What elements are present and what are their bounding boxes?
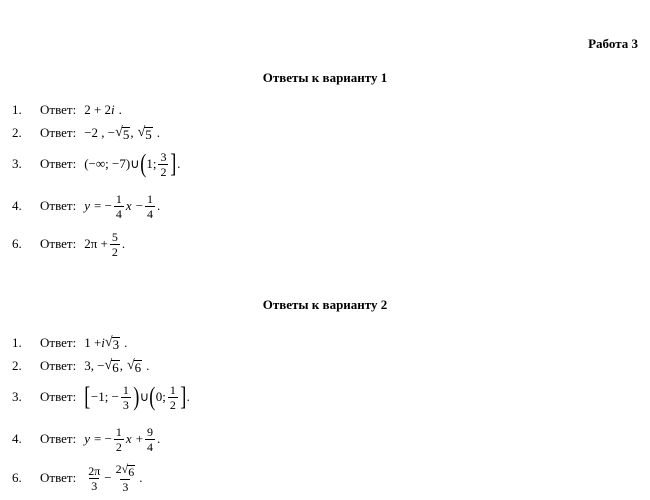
item-number: 2. <box>12 358 22 373</box>
fraction: $\frac{1}{4}$ <box>115 191 122 221</box>
fraction: 2 √ 6 3 <box>115 462 135 494</box>
answer-label: Ответ: <box>40 470 77 485</box>
fraction: $\frac{9}{4}$ <box>147 424 154 454</box>
fraction: $\frac{2\pi}{3}$ <box>88 463 101 493</box>
answer-label: Ответ: <box>40 125 77 140</box>
item-number: 4. <box>12 198 22 213</box>
fraction: $\frac{1}{3}$ <box>122 382 129 412</box>
fraction: $\frac{1}{2}$ <box>115 424 122 454</box>
item-number: 1. <box>12 335 22 350</box>
variant1-heading: Ответы к варианту 1 <box>262 70 388 85</box>
answer-formula: (−∞; −7)∪ ( 1; $\frac{3}{2}$ ] . <box>84 149 181 179</box>
v2-answer-2 <box>12 354 149 378</box>
item-number: 4. <box>12 431 22 446</box>
sqrt-sign: √ 3 <box>104 334 120 352</box>
v1-answer-1 <box>12 98 122 122</box>
answer-formula: $\frac{2\pi}{3}$ − 2 √ 6 3 . <box>88 462 143 494</box>
sqrt-sign: √ 6 <box>121 462 135 479</box>
answer-label: Ответ: <box>40 358 77 373</box>
answer-label: Ответ: <box>40 198 77 213</box>
sqrt-sign: √ 6 <box>126 357 142 375</box>
answer-formula: −2 , − √ 5 , √ 5 . <box>84 124 160 142</box>
variant2-heading: Ответы к варианту 2 <box>262 297 388 312</box>
item-number: 3. <box>12 156 22 171</box>
answer-label: Ответ: <box>40 389 77 404</box>
item-number: 2. <box>12 125 22 140</box>
answer-formula: y = − $\frac{1}{4}$ x − $\frac{1}{4}$ . <box>84 191 161 221</box>
answer-formula: 2 + 2 i . <box>84 102 122 117</box>
answer-label: Ответ: <box>40 102 77 117</box>
sqrt-sign: √ 6 <box>104 357 119 375</box>
sqrt-sign: √ 5 <box>115 124 130 142</box>
answer-formula: 3, − √ 6 , √ 6 . <box>84 357 150 375</box>
fraction: $\frac{5}{2}$ <box>111 229 118 259</box>
answer-formula: [ −1; − $\frac{1}{3}$ ) ∪ ( 0; $\frac{1}{2}$ ] . <box>84 382 190 412</box>
v2-answer-1 <box>12 331 127 355</box>
fraction: $\frac{3}{2}$ <box>160 149 167 179</box>
item-number: 6. <box>12 470 22 485</box>
answer-label: Ответ: <box>40 431 77 446</box>
v2-answer-3 <box>12 382 190 412</box>
answer-label: Ответ: <box>40 156 77 171</box>
work-title: Работа 3 <box>588 36 638 51</box>
item-number: 1. <box>12 102 22 117</box>
answer-label: Ответ: <box>40 335 77 350</box>
item-number: 3. <box>12 389 22 404</box>
v2-answer-4 <box>12 424 161 454</box>
sqrt-sign: √ 5 <box>137 124 152 142</box>
fraction: $\frac{1}{4}$ <box>147 191 154 221</box>
answer-formula: y = − $\frac{1}{2}$ x + $\frac{9}{4}$ . <box>84 424 161 454</box>
fraction: $\frac{1}{2}$ <box>169 382 176 412</box>
v1-answer-4 <box>12 191 161 221</box>
v1-answer-3 <box>12 149 181 179</box>
item-number: 6. <box>12 236 22 251</box>
v1-answer-6 <box>12 229 126 259</box>
v2-answer-6 <box>12 462 143 494</box>
answer-label: Ответ: <box>40 236 77 251</box>
answer-formula: 1 + i √ 3 . <box>84 334 128 352</box>
v1-answer-2 <box>12 121 160 145</box>
answer-formula: 2π + $\frac{5}{2}$ . <box>84 229 126 259</box>
